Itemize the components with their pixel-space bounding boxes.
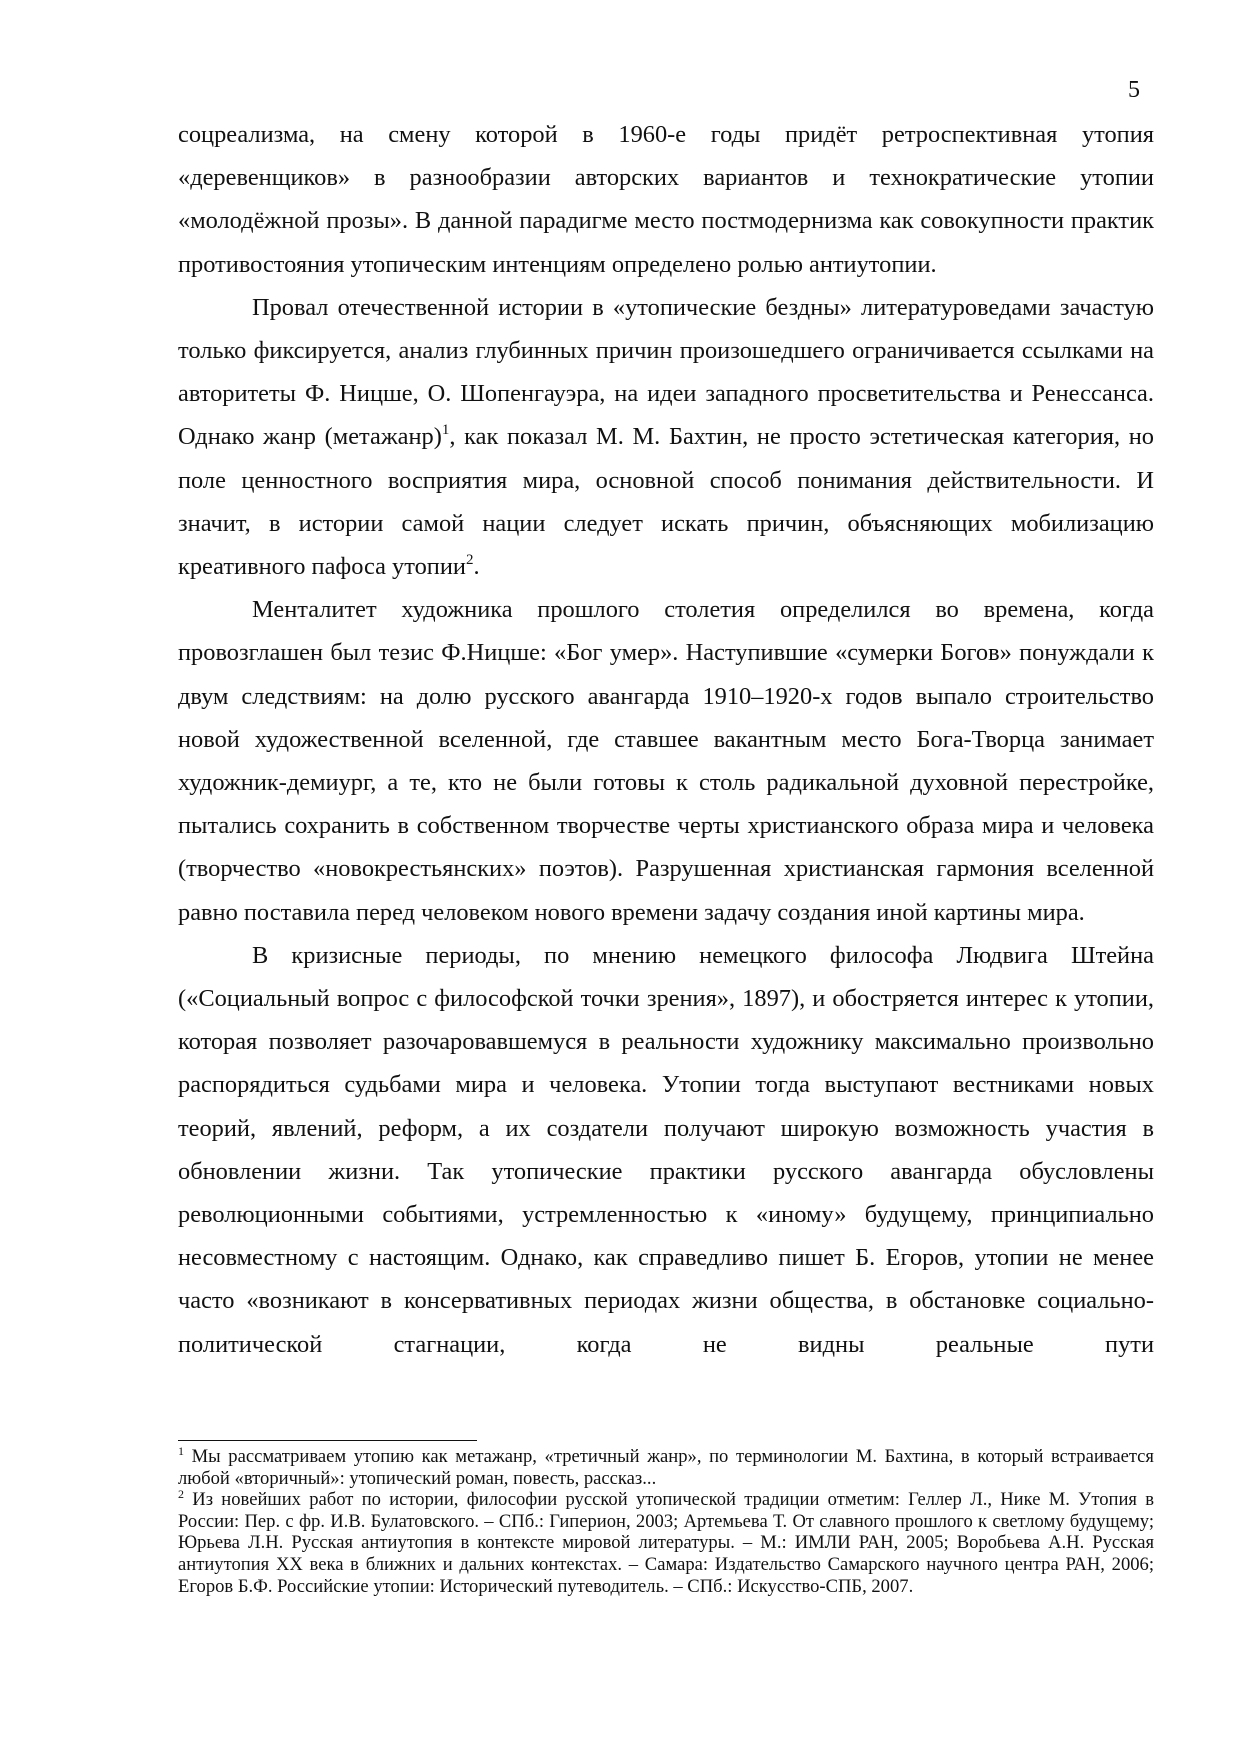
footnote-number: 2 — [178, 1487, 184, 1502]
page-number: 5 — [1128, 77, 1140, 103]
footnote-text: Из новейших работ по истории, философии русской утопической традиции отметим: Геллер Л., Нике М. Утопия в России: Пер. с фр. И.В. Булатовского. – СПб.: Гиперион, 2003; Артемьева Т. От славного прошлого к светлому будущему; Юрьева Л.Н. Русская антиутопия в контексте мировой литературы. – М.: ИМЛИ РАН, 2005; Воробьева А.Н. Русская антиутопия XX века в ближних и дальних контекстах. – Самара: Издательство Самарского научного центра РАН, 2006; Егоров Б.Ф. Российские утопии: Исторический путеводитель. – СПб.: Искусство-СПБ, 2007. — [178, 1489, 1154, 1597]
footnote — [178, 1489, 1154, 1597]
paragraph — [178, 286, 1154, 588]
footnote-number: 1 — [178, 1444, 184, 1458]
paragraph-text: . — [473, 553, 480, 581]
paragraph-continuation: соцреализма, на смену которой в 1960-е годы придёт ретроспективная утопия «деревенщиков» в разнообразии авторских вариантов и технократические утопии «молодёжной прозы». В данной парадигме место постмодернизма как совокупности практик противостояния утопическим интенциям определено ролью антиутопии. — [178, 121, 1154, 278]
footnote-text: Мы рассматриваем утопию как метажанр, «третичный жанр», по терминологии М. Бахтина, в который встраивается любой «вторичный»: утопический роман, повесть, рассказ... — [178, 1446, 1154, 1489]
footnotes — [178, 1446, 1154, 1597]
footnote-separator — [178, 1440, 477, 1441]
paragraph: В кризисные периоды, по мнению немецкого философа Людвига Штейна («Социальный вопрос с философской точки зрения», 1897), и обостряется интерес к утопии, которая позволяет разочаровавшемуся в реальности художнику максимально произвольно распорядиться судьбами мира и человека. Утопии тогда выступают вестниками новых теорий, явлений, реформ, а их создатели получают широкую возможность участия в обновлении жизни. Так утопические практики русского авангарда обусловлены революционными событиями, устремленностью к «иному» будущему, принципиально несовместному с настоящим. Однако, как справедливо пишет Б. Егоров, утопии не менее часто «возникают в консервативных периодах жизни общества, в обстановке социально-политической стагнации, когда не видны реальные пути — [178, 941, 1154, 1358]
paragraph: Менталитет художника прошлого столетия определился во времена, когда провозглашен был тезис Ф.Ницше: «Бог умер». Наступившие «сумерки Богов» понуждали к двум следствиям: на долю русского авангарда 1910–1920-х годов выпало строительство новой художественной вселенной, где ставшее вакантным место Бога-Творца занимает художник-демиург, а те, кто не были готовы к столь радикальной духовной перестройке, пытались сохранить в собственном творчестве черты христианского образа мира и человека (творчество «новокрестьянских» поэтов). Разрушенная христианская гармония вселенной равно поставила перед человеком нового времени задачу создания иной картины мира. — [178, 596, 1154, 926]
main-text — [178, 113, 1154, 1366]
paragraph-text: Провал отечественной истории в «утопические бездны» литературоведами зачастую только фиксируется, анализ глубинных причин произошедшего ограничивается ссылками на авторитеты Ф. Ницше, О. Шопенгауэра, на идеи западного просветительства и Ренессанса. Однако жанр (метажанр) — [178, 293, 1154, 451]
paragraph-text: , как показал М. М. Бахтин, не просто эстетическая категория, но поле ценностного восприятия мира, основной способ понимания действительности. И значит, в истории самой нации следует искать причин, объясняющих мобилизацию креативного пафоса утопии — [178, 423, 1154, 581]
footnote-reference[interactable]: 1 — [441, 422, 450, 439]
footnote-reference[interactable]: 2 — [465, 552, 474, 569]
footnote — [178, 1446, 1154, 1489]
